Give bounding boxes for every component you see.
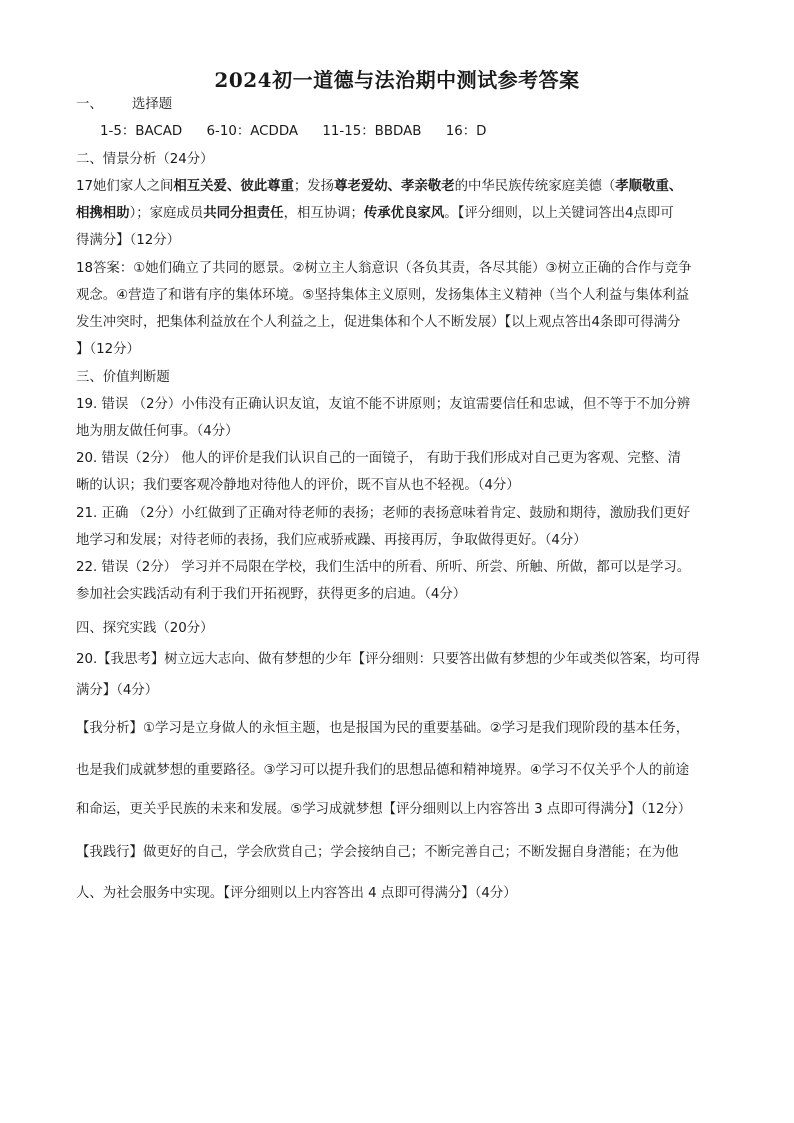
q17-keyword: 传承优良家风 xyxy=(363,206,445,221)
q18-line-1: 18答案：①她们确立了共同的愿景。②树立主人翁意识（各负其责，各尽其能）③树立正确的合作与竞争 xyxy=(76,261,692,276)
q20-think-line-1: 20.【我思考】树立远大志向、做有梦想的少年【评分细则：只要答出做有梦想的少年或类似答案，均可得 xyxy=(76,652,700,667)
document-title: 2024初一道德与法治期中测试参考答案 xyxy=(214,68,580,92)
section-4-heading: 四、探究实践（20分） xyxy=(76,621,214,636)
q17-text: 。【评分细则，以上关键词答出4点即可 xyxy=(444,206,674,221)
q17-line-2 xyxy=(76,205,726,223)
q21-line-2: 地学习和发展；对待老师的表扬，我们应戒骄戒躁、再接再厉，争取做得更好。（4分） xyxy=(76,533,587,548)
q17-text: ）；家庭成员 xyxy=(129,206,204,221)
multiple-choice-answers xyxy=(100,123,750,141)
q22-line-2: 参加社会实践活动有利于我们开拓视野，获得更多的启迪。（4分） xyxy=(76,587,467,602)
q17-text: 的中华民族传统家庭美德（ xyxy=(454,179,616,194)
q18-line-3: 发生冲突时，把集体利益放在个人利益之上，促进集体和个人不断发展）【以上观点答出4条即可得满分 xyxy=(76,315,681,330)
q18-line-2: 观念。④营造了和谐有序的集体环境。⑤坚持集体主义原则，发扬集体主义精神（当个人利益与集体利益 xyxy=(76,288,690,303)
q20-judgement-line-1: 20. 错误（2分） 他人的评价是我们认识自己的一面镜子， 有助于我们形成对自己更为客观、完整、清 xyxy=(76,451,681,466)
section-3-heading: 三、价值判断题 xyxy=(76,370,170,385)
q21-line-1: 21. 正确 （2分）小红做到了正确对待老师的表扬；老师的表扬意味着肯定、鼓励和期待，激励我们更好 xyxy=(76,506,691,521)
section-1-number: 一、 xyxy=(76,97,103,112)
analysis-line-2: 也是我们成就梦想的重要路径。③学习可以提升我们的思想品德和精神境界。④学习不仅关乎个人的前途 xyxy=(76,763,690,778)
q19-line-1: 19. 错误 （2分）小伟没有正确认识友谊，友谊不能不讲原则；友谊需要信任和忠诚，但不等于不加分辨 xyxy=(76,397,691,412)
q20-judgement-line-2: 晰的认识；我们要客观冷静地对待他人的评价，既不盲从也不轻视。（4分） xyxy=(76,478,520,493)
section-2-heading: 二、情景分析（24分） xyxy=(76,152,214,167)
q17-keyword: 共同分担责任 xyxy=(203,206,284,221)
analysis-line-1: 【我分析】①学习是立身做人的永恒主题，也是报国为民的重要基础。②学习是我们现阶段的基本任务， xyxy=(76,721,690,736)
analysis-line-3: 和命运，更关乎民族的未来和发展。⑤学习成就梦想【评分细则以上内容答出 3 点即可得满分】（12分） xyxy=(76,802,692,817)
section-1-label: 选择题 xyxy=(132,97,173,112)
q17-text: ，相互协调； xyxy=(283,206,364,221)
mc-answers-1-5: 1-5：BACAD xyxy=(100,124,183,139)
q17-keyword: 相互关爱、彼此尊重 xyxy=(173,179,294,194)
section-1-heading xyxy=(76,96,726,114)
practice-line-2: 人、为社会服务中实现。【评分细则以上内容答出 4 点即可得满分】（4分） xyxy=(76,886,517,901)
mc-answers-6-10: 6-10：ACDDA xyxy=(206,124,299,139)
q17-keyword: 尊老爱幼、孝亲敬老 xyxy=(334,179,455,194)
q18-line-4: 】（12分） xyxy=(76,342,140,357)
q17-line-1 xyxy=(76,178,726,196)
q17-text: ；发扬 xyxy=(293,179,335,194)
mc-answers-11-15: 11-15：BBDAB xyxy=(322,124,422,139)
q17-text: 17她们家人之间 xyxy=(76,179,174,194)
q20-think-line-2: 满分】（4分） xyxy=(76,683,159,698)
q17-keyword: 孝顺敬重、 xyxy=(615,179,683,194)
q17-line-3: 得满分】（12分） xyxy=(76,233,181,248)
practice-line-1: 【我践行】做更好的自己，学会欣赏自己；学会接纳自己；不断完善自己；不断发掘自身潜能；在为他 xyxy=(76,845,679,860)
q19-line-2: 地为朋友做任何事。（4分） xyxy=(76,424,239,439)
mc-answer-16: 16：D xyxy=(445,124,487,139)
q17-keyword: 相携相助 xyxy=(76,206,130,221)
q22-line-1: 22. 错误（2分） 学习并不局限在学校，我们生活中的所看、所听、所尝、所触、所做，都可以是学习。 xyxy=(76,560,691,575)
